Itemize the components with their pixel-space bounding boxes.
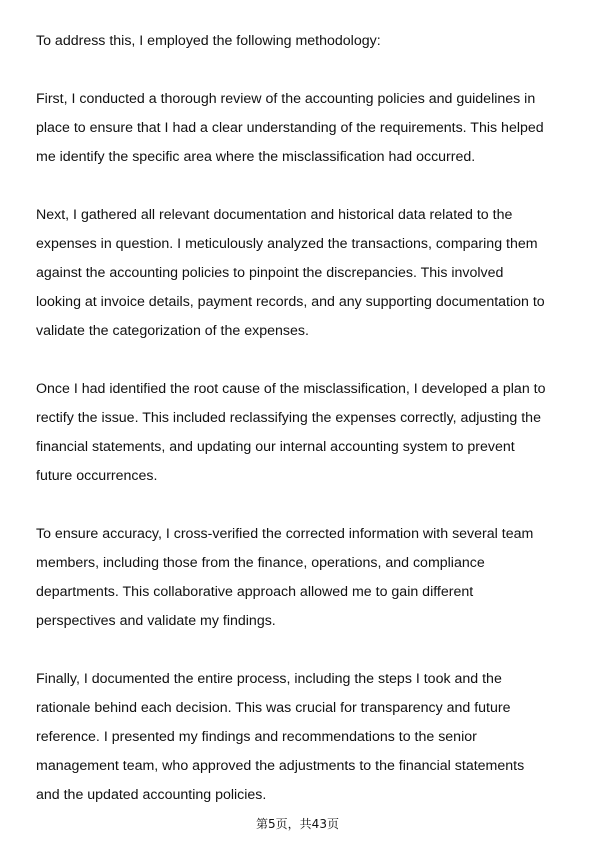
paragraph-gather-documentation — [36, 201, 566, 346]
paragraph-line: financial statements, and updating our internal accounting system to prevent — [36, 439, 515, 455]
paragraph-line: me identify the specific area where the misclassification had occurred. — [36, 149, 476, 165]
paragraph-line: perspectives and validate my findings. — [36, 613, 276, 629]
paragraph-line: place to ensure that I had a clear understanding of the requirements. This helped — [36, 120, 544, 136]
paragraph-line: To ensure accuracy, I cross-verified the corrected information with several team — [36, 526, 534, 542]
paragraph-rectify-issue — [36, 375, 566, 491]
paragraph-line: Once I had identified the root cause of the misclassification, I developed a plan to — [36, 381, 546, 397]
intro-paragraph — [36, 27, 566, 56]
paragraph-line: looking at invoice details, payment records, and any supporting documentation to — [36, 294, 545, 310]
paragraph-line: Next, I gathered all relevant documentation and historical data related to the — [36, 207, 513, 223]
paragraph-line: First, I conducted a thorough review of the accounting policies and guidelines in — [36, 91, 536, 107]
paragraph-line: validate the categorization of the expenses. — [36, 323, 309, 339]
paragraph-line: rationale behind each decision. This was crucial for transparency and future — [36, 700, 511, 716]
paragraph-line: reference. I presented my findings and recommendations to the senior — [36, 729, 477, 745]
document-body — [36, 27, 566, 839]
paragraph-line: members, including those from the finance, operations, and compliance — [36, 555, 485, 571]
paragraph-line: departments. This collaborative approach allowed me to gain different — [36, 584, 474, 600]
paragraph-line: rectify the issue. This included reclassifying the expenses correctly, adjusting the — [36, 410, 541, 426]
paragraph-line: management team, who approved the adjustments to the financial statements — [36, 758, 525, 774]
intro-line: To address this, I employed the following methodology: — [36, 33, 381, 49]
paragraph-line: expenses in question. I meticulously analyzed the transactions, comparing them — [36, 236, 538, 252]
paragraph-line: and the updated accounting policies. — [36, 787, 267, 803]
page-number-footer: 第5页，共43页 — [256, 817, 339, 831]
paragraph-review-policies — [36, 85, 566, 172]
paragraph-document-process — [36, 665, 566, 810]
paragraph-line: against the accounting policies to pinpoint the discrepancies. This involved — [36, 265, 504, 281]
paragraph-line: Finally, I documented the entire process, including the steps I took and the — [36, 671, 502, 687]
paragraph-line: future occurrences. — [36, 468, 158, 484]
paragraph-cross-verify — [36, 520, 566, 636]
